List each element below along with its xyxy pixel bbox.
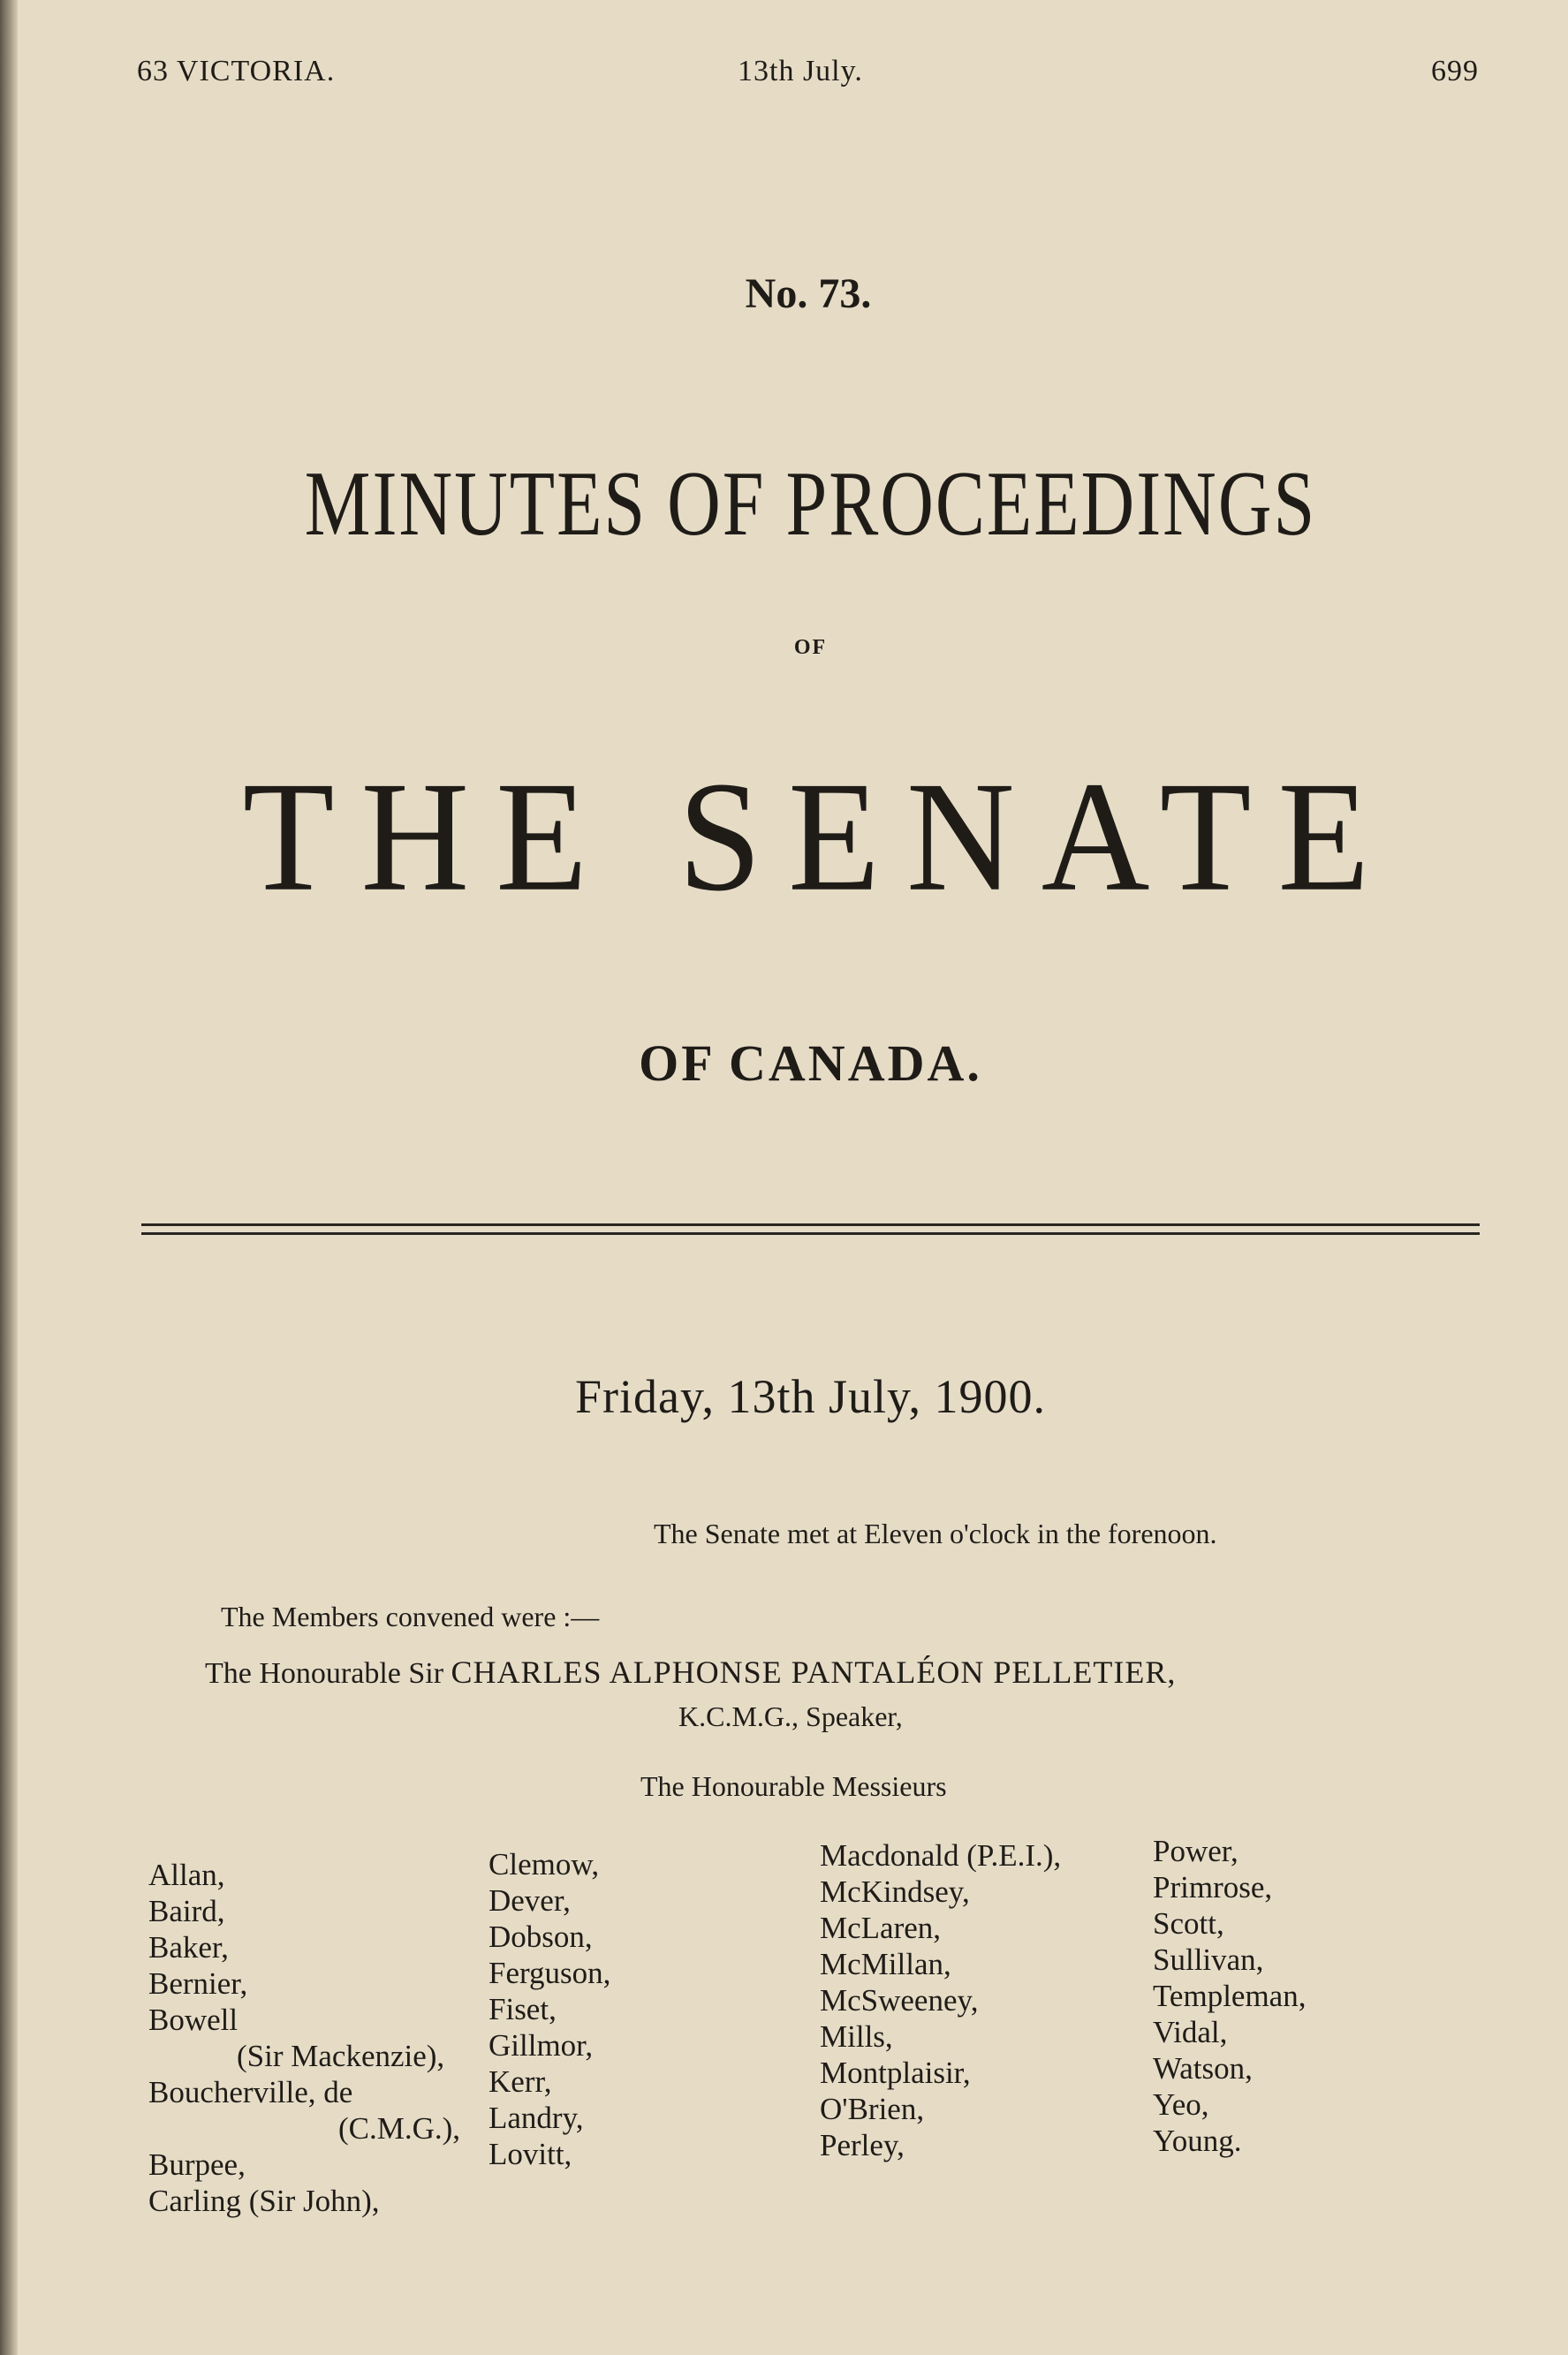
- member-name: Lovitt,: [489, 2137, 572, 2171]
- of-label: OF: [793, 636, 828, 659]
- header-date: 13th July.: [738, 55, 863, 87]
- members-column-1: [148, 1857, 460, 2219]
- page-binding-edge: [0, 0, 18, 2355]
- member-name: Yeo,: [1153, 2087, 1209, 2122]
- members-column-4: [1153, 1833, 1306, 2159]
- sitting-date: Friday, 13th July, 1900.: [575, 1370, 1046, 1423]
- member-name: McLaren,: [820, 1911, 942, 1945]
- member-name: Primrose,: [1153, 1870, 1273, 1904]
- member-name: Macdonald (P.E.I.),: [820, 1838, 1062, 1873]
- member-name: O'Brien,: [820, 2092, 925, 2126]
- member-name: Baker,: [148, 1930, 229, 1965]
- member-name: Allan,: [148, 1858, 225, 1892]
- member-name: Montplaisir,: [820, 2056, 971, 2090]
- member-name: McMillan,: [820, 1947, 951, 1981]
- divider-rule-bottom: [141, 1232, 1480, 1235]
- member-name: Bernier,: [148, 1966, 248, 2001]
- member-name: Fiset,: [489, 1992, 557, 2026]
- members-column-2: [489, 1846, 610, 2172]
- member-name: Ferguson,: [489, 1956, 611, 1990]
- member-name: Sullivan,: [1153, 1942, 1264, 1977]
- member-name: Burpee,: [148, 2147, 246, 2182]
- member-name: (Sir Mackenzie),: [237, 2039, 445, 2073]
- speaker-name: CHARLES ALPHONSE PANTALÉON PELLETIER,: [451, 1655, 1177, 1690]
- member-name: Boucherville, de: [148, 2075, 353, 2109]
- speaker-line: [205, 1654, 1176, 1691]
- speaker-prefix: The Honourable Sir: [205, 1657, 444, 1690]
- member-name: Bowell: [148, 2003, 239, 2037]
- member-name: McSweeney,: [820, 1983, 979, 2018]
- member-name: Scott,: [1153, 1906, 1224, 1941]
- members-column-3: [820, 1837, 1061, 2163]
- member-name: Clemow,: [489, 1847, 600, 1882]
- member-name: McKindsey,: [820, 1874, 970, 1909]
- member-name: Dobson,: [489, 1920, 593, 1954]
- member-name: Landry,: [489, 2101, 584, 2135]
- member-name: Baird,: [148, 1894, 225, 1928]
- member-name: Dever,: [489, 1883, 571, 1918]
- member-name: Vidal,: [1153, 2015, 1228, 2049]
- member-name: (C.M.G.),: [338, 2111, 461, 2146]
- speaker-title: K.C.M.G., Speaker,: [678, 1700, 903, 1732]
- header-session: 63 VICTORIA.: [137, 55, 336, 87]
- member-name: Gillmor,: [489, 2028, 594, 2063]
- member-name: Power,: [1153, 1834, 1238, 1868]
- member-name: Kerr,: [489, 2064, 552, 2099]
- member-name: Watson,: [1153, 2051, 1253, 2086]
- divider-rule-top: [141, 1223, 1480, 1226]
- member-name: Young.: [1153, 2124, 1242, 2158]
- page-number: 699: [1431, 55, 1479, 87]
- issue-number: No. 73.: [745, 270, 872, 317]
- member-name: Templeman,: [1153, 1979, 1307, 2013]
- members-convened-label: The Members convened were :—: [221, 1601, 600, 1632]
- sitting-time-statement: The Senate met at Eleven o'clock in the forenoon.: [654, 1518, 1217, 1549]
- canada-heading: OF CANADA.: [639, 1034, 982, 1092]
- member-name: Mills,: [820, 2019, 893, 2054]
- member-name: Carling (Sir John),: [148, 2184, 380, 2218]
- messieurs-label: The Honourable Messieurs: [640, 1770, 947, 1802]
- minutes-heading: MINUTES OF PROCEEDINGS: [304, 452, 1317, 556]
- senate-heading: THE SENATE: [242, 749, 1397, 924]
- member-name: Perley,: [820, 2128, 905, 2162]
